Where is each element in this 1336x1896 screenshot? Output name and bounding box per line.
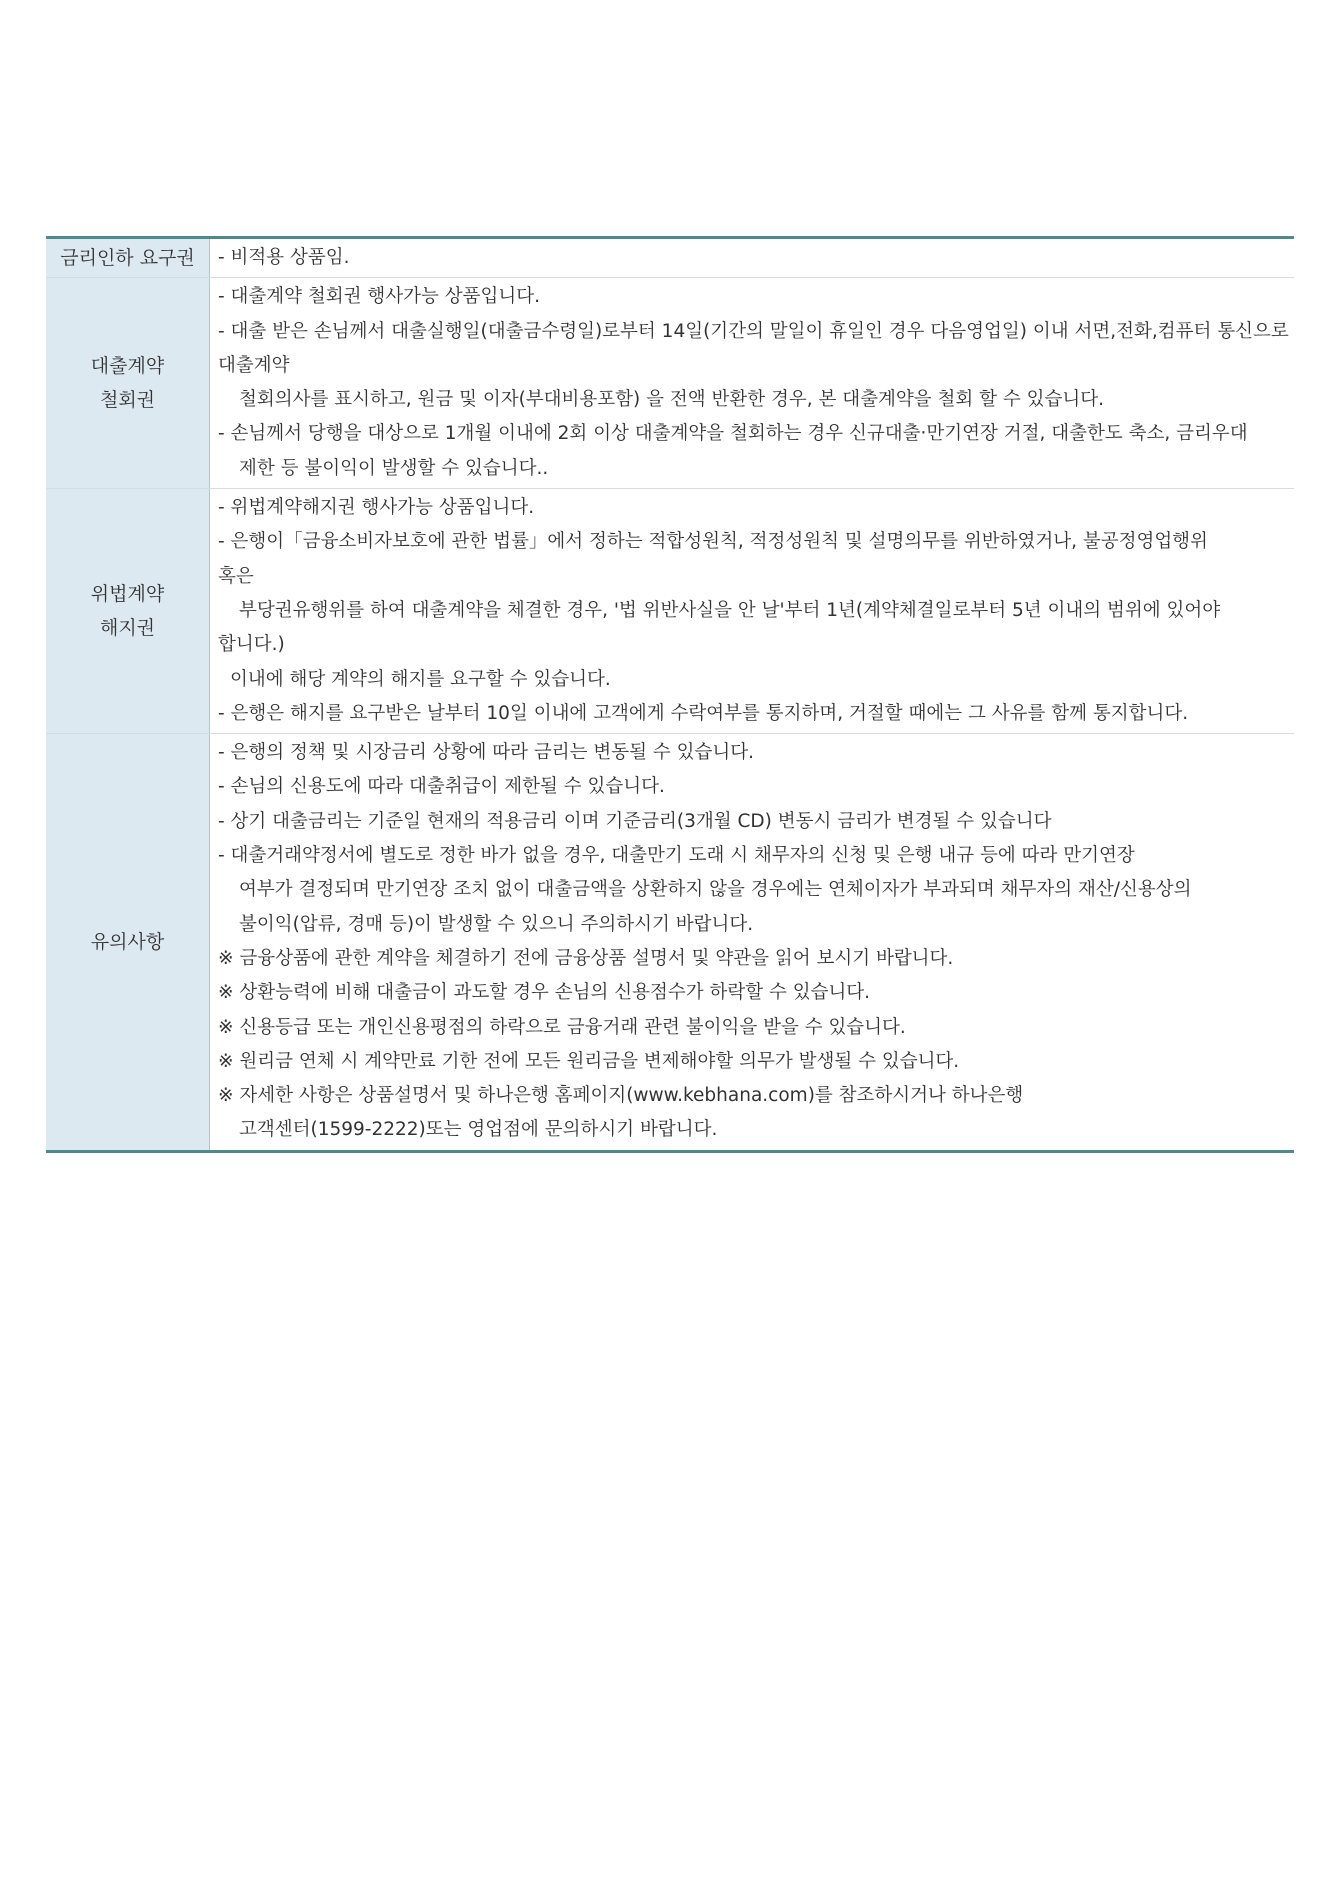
loan-withdrawal-right-row	[46, 278, 1294, 489]
content-line: ※ 자세한 사항은 상품설명서 및 하나은행 홈페이지(www.kebhana.com)를 참조하시거나 하나은행	[218, 1085, 1024, 1107]
row-content	[210, 238, 1295, 278]
content-line: 고객센터(1599-2222)또는 영업점에 문의하시기 바랍니다.	[239, 1119, 718, 1141]
interest-reduction-request-row	[46, 238, 1294, 278]
row-label	[46, 278, 210, 489]
content-line: - 비적용 상품임.	[218, 247, 350, 268]
content-line: - 대출 받은 손님께서 대출실행일(대출금수령일)로부터 14일(기간의 말일이 휴일인 경우 다음영업일) 이내 서면,전화,컴퓨터 통신으로	[218, 320, 1289, 342]
content-line: 부당권유행위를 하여 대출계약을 체결한 경우, '법 위반사실을 안 날'부터 1년(계약체결일로부터 5년 이내의 범위에 있어야	[239, 599, 1221, 621]
row-label-line: 금리인하 요구권	[60, 247, 195, 270]
content-line: 여부가 결정되며 만기연장 조치 없이 대출금액을 상환하지 않을 경우에는 연체이자가 부과되며 채무자의 재산/신용상의	[239, 879, 1192, 901]
row-label	[46, 238, 210, 278]
row-label-line: 대출계약	[90, 355, 165, 378]
content-line: - 대출거래약정서에 별도로 정한 바가 없을 경우, 대출만기 도래 시 채무자의 신청 및 은행 내규 등에 따라 만기연장	[218, 845, 1135, 867]
content-line: 제한 등 불이익이 발생할 수 있습니다..	[239, 457, 549, 479]
row-label	[46, 489, 210, 734]
content-line: - 은행의 정책 및 시장금리 상황에 따라 금리는 변동될 수 있습니다.	[218, 742, 755, 764]
content-line: - 상기 대출금리는 기준일 현재의 적용금리 이며 기준금리(3개월 CD) 변동시 금리가 변경될 수 있습니다	[218, 810, 1052, 832]
content-line: 불이익(압류, 경매 등)이 발생할 수 있으니 주의하시기 바랍니다.	[239, 913, 754, 935]
illegal-contract-termination-row	[46, 489, 1294, 734]
row-label-line: 해지권	[99, 617, 156, 640]
content-line: - 손님께서 당행을 대상으로 1개월 이내에 2회 이상 대출계약을 철회하는 경우 신규대출·만기연장 거절, 대출한도 축소, 금리우대	[218, 423, 1248, 445]
content-line: - 은행은 해지를 요구받은 날부터 10일 이내에 고객에게 수락여부를 통지하며, 거절할 때에는 그 사유를 함께 통지합니다.	[218, 702, 1189, 724]
row-label-line: 철회권	[99, 389, 156, 412]
terms-table-body	[46, 238, 1294, 1152]
content-line: ※ 금융상품에 관한 계약을 체결하기 전에 금융상품 설명서 및 약관을 읽어 보시기 바랍니다.	[218, 947, 954, 969]
row-content	[210, 734, 1295, 1152]
content-line: ※ 신용등급 또는 개인신용평점의 하락으로 금융거래 관련 불이익을 받을 수 있습니다.	[218, 1016, 906, 1038]
row-label-line: 유의사항	[90, 930, 165, 953]
row-label	[46, 734, 210, 1152]
row-content	[210, 278, 1295, 489]
content-line: 철회의사를 표시하고, 원금 및 이자(부대비용포함) 을 전액 반환한 경우, 본 대출계약을 철회 할 수 있습니다.	[239, 389, 1104, 411]
content-line: ※ 원리금 연체 시 계약만료 기한 전에 모든 원리금을 변제해야할 의무가 발생될 수 있습니다.	[218, 1050, 960, 1072]
content-line: - 손님의 신용도에 따라 대출취급이 제한될 수 있습니다.	[218, 776, 665, 798]
content-line: 이내에 해당 계약의 해지를 요구할 수 있습니다.	[230, 668, 611, 690]
row-label-line: 위법계약	[90, 583, 165, 606]
content-line: ※ 상환능력에 비해 대출금이 과도할 경우 손님의 신용점수가 하락할 수 있습니다.	[218, 982, 871, 1004]
content-line: - 위법계약해지권 행사가능 상품입니다.	[218, 497, 535, 519]
content-line: 혹은	[218, 565, 254, 587]
content-line: 대출계약	[218, 354, 290, 376]
precautions-row	[46, 734, 1294, 1152]
content-line: 합니다.)	[218, 634, 285, 656]
loan-terms-table	[46, 236, 1294, 1153]
row-content	[210, 489, 1295, 734]
content-line: - 대출계약 철회권 행사가능 상품입니다.	[218, 286, 541, 308]
content-line: - 은행이「금융소비자보호에 관한 법률」에서 정하는 적합성원칙, 적정성원칙 및 설명의무를 위반하였거나, 불공정영업행위	[218, 531, 1208, 553]
